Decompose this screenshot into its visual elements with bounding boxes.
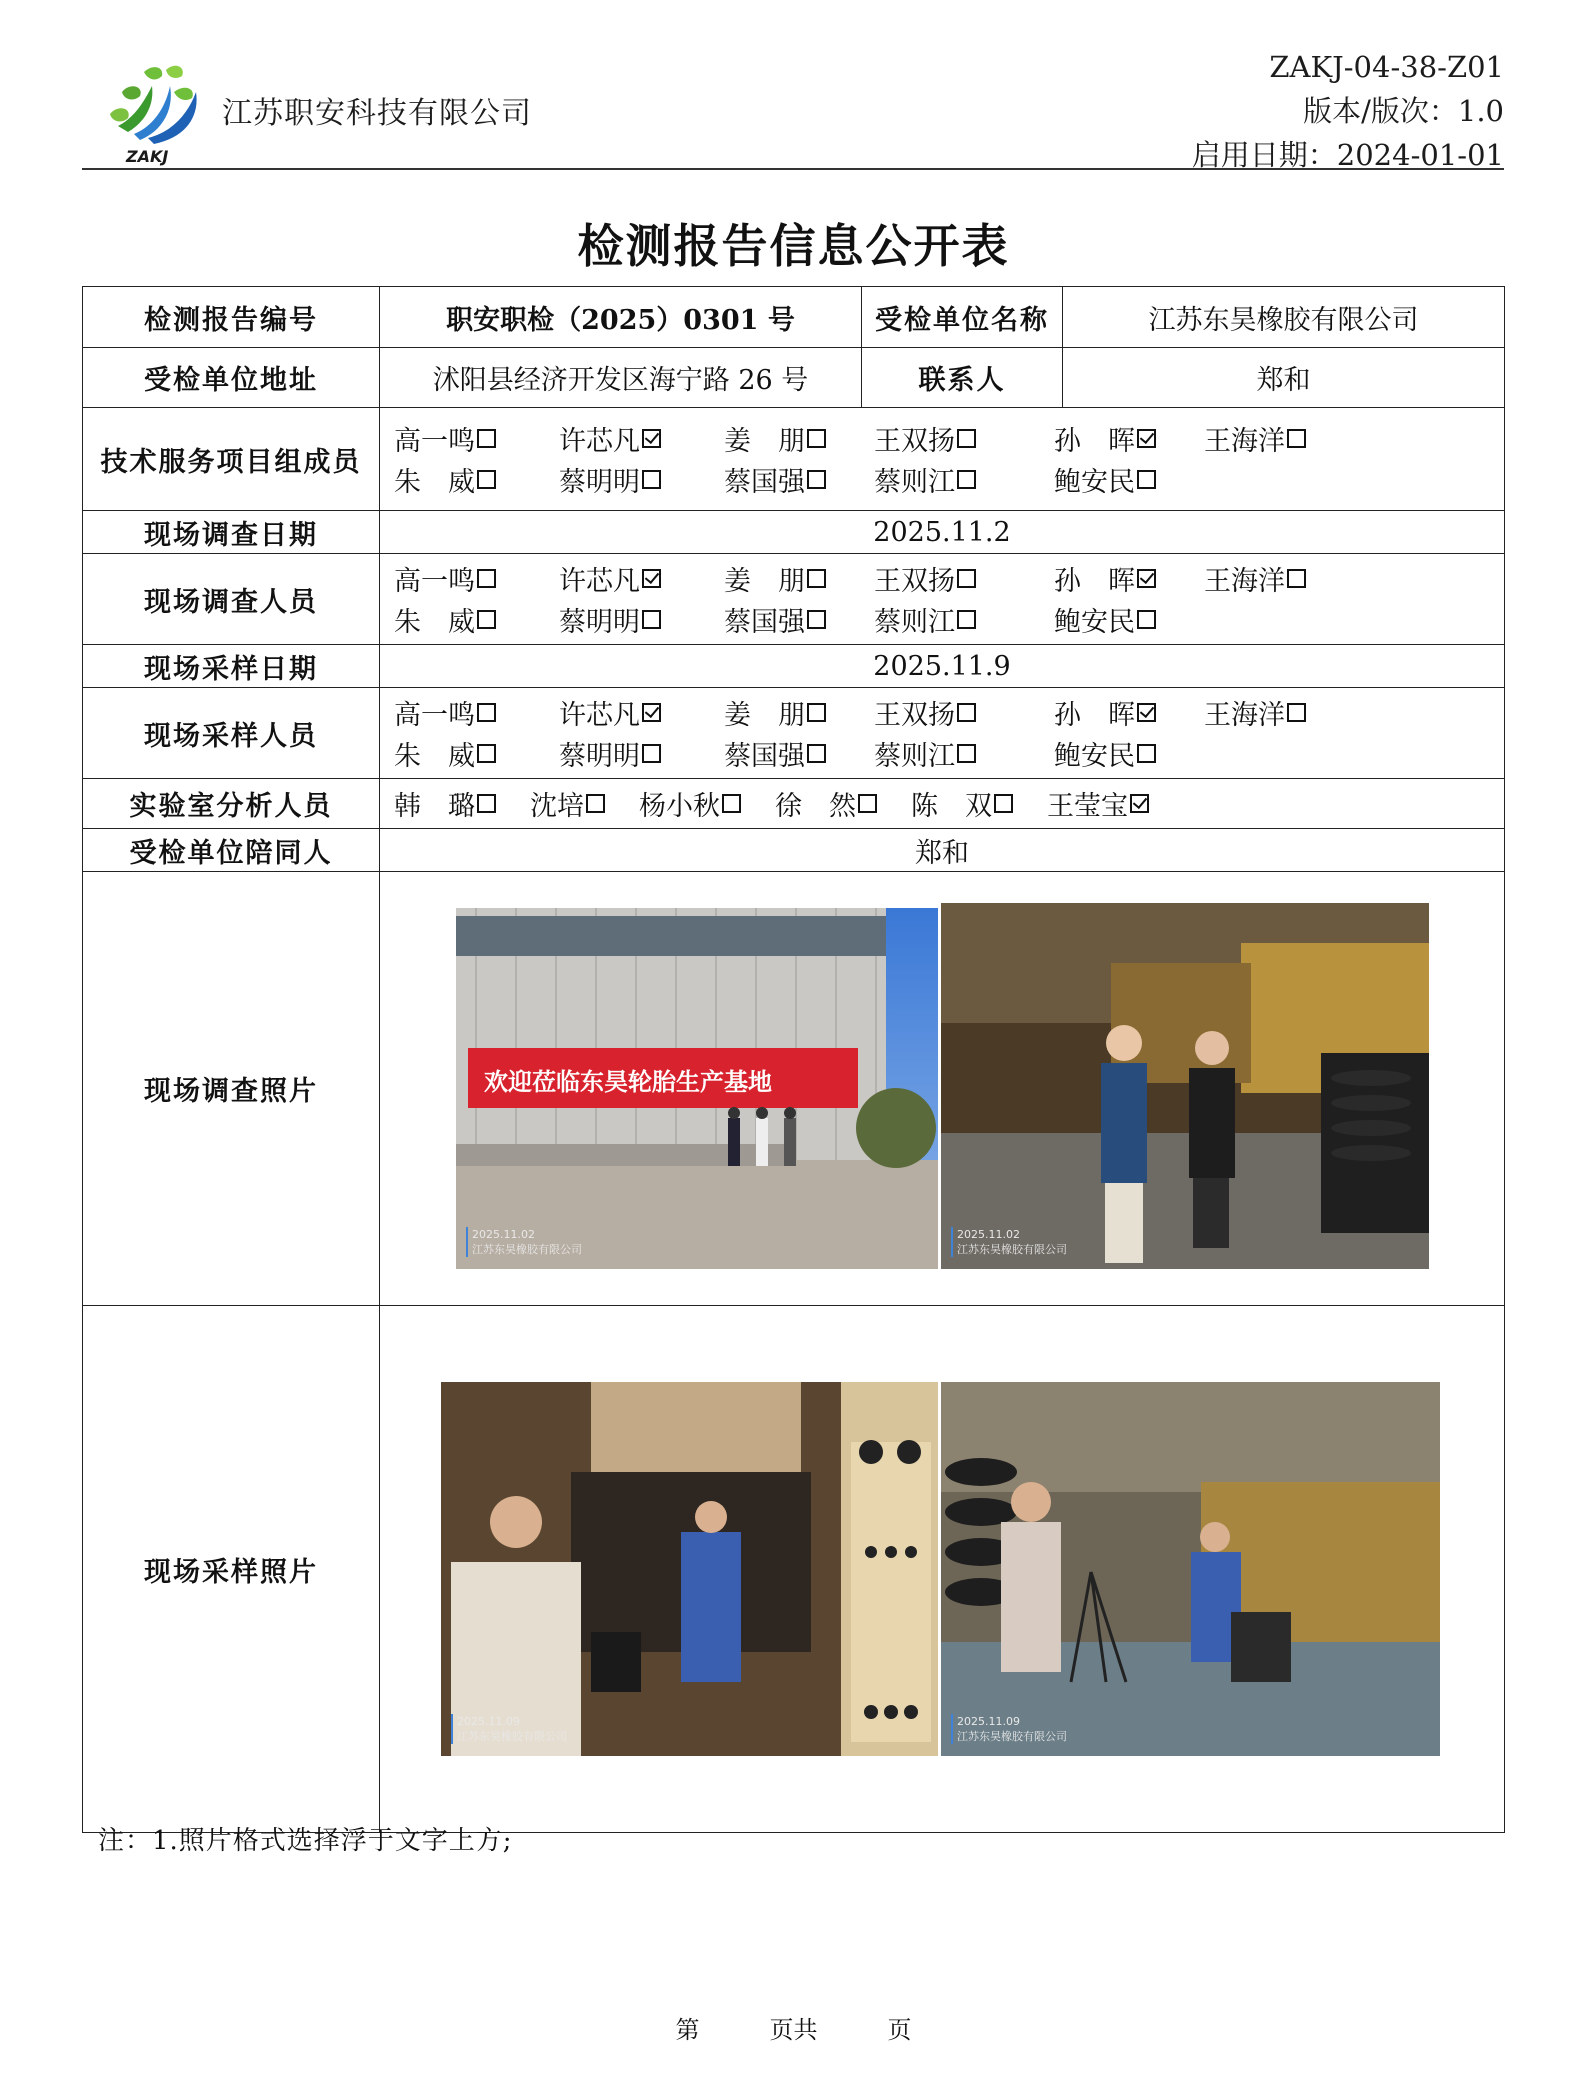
- checkbox-icon: [477, 569, 496, 588]
- checkbox-icon: [957, 569, 976, 588]
- checklist-row: [394, 733, 1504, 774]
- report-no-value: 职安职检（2025）0301 号: [380, 287, 862, 348]
- checkbox-icon: [1137, 744, 1156, 763]
- survey-photo-workshop: [941, 903, 1429, 1269]
- team-value: [380, 408, 1505, 511]
- checklist-row: [394, 599, 1504, 640]
- lab-staff-option: [911, 784, 1013, 823]
- staff-name: 蔡明明: [559, 607, 640, 638]
- staff-name: 许芯凡: [559, 700, 640, 731]
- contact-label: 联系人: [862, 348, 1063, 408]
- staff-name: 朱 威: [394, 467, 475, 498]
- checkbox-icon: [477, 470, 496, 489]
- table-row: [83, 688, 1505, 779]
- checkbox-icon: [477, 794, 496, 813]
- staff-name: 许芯凡: [559, 566, 640, 597]
- staff-option: [394, 559, 559, 598]
- report-table: [82, 286, 1505, 1833]
- client-name-value: 江苏东昊橡胶有限公司: [1063, 287, 1505, 348]
- staff-option: [559, 419, 724, 458]
- lab-staff-checklist: [380, 779, 1504, 828]
- checklist-row: [394, 459, 1504, 500]
- staff-option: [1054, 600, 1204, 639]
- escort-label: 受检单位陪同人: [83, 829, 380, 872]
- sampling-press-image: [441, 1382, 938, 1756]
- staff-option: [1204, 419, 1344, 458]
- staff-option: [1204, 693, 1344, 732]
- checkbox-icon: [957, 703, 976, 722]
- table-row: [83, 511, 1505, 554]
- staff-name: 王海洋: [1204, 566, 1285, 597]
- checkbox-icon: [642, 470, 661, 489]
- staff-option: [559, 559, 724, 598]
- staff-name: 王双扬: [874, 700, 955, 731]
- staff-option: [724, 460, 874, 499]
- lab-staff-option: [1047, 784, 1149, 823]
- team-label: 技术服务项目组成员: [83, 408, 380, 511]
- document-header: [82, 40, 1504, 170]
- checkbox-icon: [807, 703, 826, 722]
- checklist-row: [394, 558, 1504, 599]
- table-row: [83, 554, 1505, 645]
- workshop-image: [941, 903, 1429, 1269]
- sampling-date-label: 现场采样日期: [83, 645, 380, 688]
- checkbox-icon: [477, 429, 496, 448]
- footnote: 注：1.照片格式选择浮于文字上方;: [98, 1826, 513, 1856]
- header-divider: [82, 168, 1504, 170]
- staff-option: [394, 460, 559, 499]
- staff-option: [1054, 419, 1204, 458]
- checked-box-icon: [642, 429, 661, 448]
- table-row: [83, 829, 1505, 872]
- table-row: [83, 645, 1505, 688]
- checkbox-icon: [586, 794, 605, 813]
- checkbox-icon: [807, 429, 826, 448]
- staff-name: 孙 晖: [1054, 700, 1135, 731]
- sampling-staff-checklist: [380, 688, 1504, 778]
- checkbox-icon: [1137, 470, 1156, 489]
- survey-photos-label: 现场调查照片: [83, 872, 380, 1306]
- contact-value: 郑和: [1063, 348, 1505, 408]
- checkbox-icon: [807, 470, 826, 489]
- staff-option: [724, 734, 874, 773]
- staff-name: 蔡国强: [724, 607, 805, 638]
- survey-staff-label: 现场调查人员: [83, 554, 380, 645]
- checked-box-icon: [1137, 429, 1156, 448]
- client-address-label: 受检单位地址: [83, 348, 380, 408]
- staff-name: 徐 然: [775, 791, 856, 822]
- staff-option: [394, 693, 559, 732]
- staff-option: [1054, 734, 1204, 773]
- table-row: [83, 408, 1505, 511]
- staff-option: [1054, 559, 1204, 598]
- survey-staff-checklist: [380, 554, 1504, 644]
- staff-option: [874, 734, 1054, 773]
- doc-code: ZAKJ-04-38-Z01: [1269, 50, 1504, 84]
- staff-name: 鲍安民: [1054, 607, 1135, 638]
- staff-option: [394, 419, 559, 458]
- lab-staff-option: [530, 784, 605, 823]
- checked-box-icon: [1137, 569, 1156, 588]
- report-no-label: 检测报告编号: [83, 287, 380, 348]
- staff-option: [874, 460, 1054, 499]
- checked-box-icon: [1137, 703, 1156, 722]
- checkbox-icon: [994, 794, 1013, 813]
- staff-name: 姜 朋: [724, 426, 805, 457]
- table-row: [83, 779, 1505, 829]
- photo-timestamp: 2025.11.09 江苏东昊橡胶有限公司: [951, 1714, 1067, 1744]
- staff-name: 王海洋: [1204, 426, 1285, 457]
- staff-name: 高一鸣: [394, 566, 475, 597]
- staff-name: 王双扬: [874, 426, 955, 457]
- table-row: [83, 872, 1505, 1306]
- staff-name: 高一鸣: [394, 426, 475, 457]
- sampling-photo-aisle: [941, 1382, 1440, 1756]
- staff-option: [1054, 460, 1204, 499]
- team-checklist: [380, 414, 1504, 504]
- checkbox-icon: [858, 794, 877, 813]
- checkbox-icon: [807, 744, 826, 763]
- table-row: [83, 287, 1505, 348]
- staff-name: 高一鸣: [394, 700, 475, 731]
- staff-option: [394, 734, 559, 773]
- zakj-logo-icon: [104, 62, 214, 166]
- survey-photo-entrance: [456, 908, 938, 1269]
- client-address-value: 沭阳县经济开发区海宁路 26 号: [380, 348, 862, 408]
- staff-option: [559, 734, 724, 773]
- sampling-photo-press: [441, 1382, 938, 1756]
- staff-name: 蔡则江: [874, 607, 955, 638]
- staff-option: [1054, 693, 1204, 732]
- staff-name: 朱 威: [394, 741, 475, 772]
- table-row: [83, 1306, 1505, 1833]
- staff-option: [394, 600, 559, 639]
- staff-option: [559, 693, 724, 732]
- checkbox-icon: [807, 610, 826, 629]
- photo-timestamp: 2025.11.02 江苏东昊橡胶有限公司: [951, 1227, 1067, 1257]
- survey-date-value: 2025.11.2: [380, 511, 1505, 554]
- staff-name: 姜 朋: [724, 700, 805, 731]
- svg-text:ZAKJ: ZAKJ: [126, 147, 169, 166]
- escort-value: 郑和: [380, 829, 1505, 872]
- staff-name: 王双扬: [874, 566, 955, 597]
- staff-name: 鲍安民: [1054, 467, 1135, 498]
- staff-name: 陈 双: [911, 791, 992, 822]
- survey-staff-value: [380, 554, 1505, 645]
- document-meta: [1192, 45, 1504, 177]
- checkbox-icon: [477, 744, 496, 763]
- staff-option: [724, 419, 874, 458]
- staff-name: 姜 朋: [724, 566, 805, 597]
- staff-option: [874, 600, 1054, 639]
- welcome-banner-text: 欢迎莅临东昊轮胎生产基地: [484, 1068, 772, 1096]
- staff-name: 鲍安民: [1054, 741, 1135, 772]
- staff-name: 朱 威: [394, 607, 475, 638]
- checklist-row: [394, 783, 1504, 824]
- checklist-row: [394, 418, 1504, 459]
- staff-name: 孙 晖: [1054, 426, 1135, 457]
- checkbox-icon: [642, 744, 661, 763]
- sampling-date-value: 2025.11.9: [380, 645, 1505, 688]
- checked-box-icon: [1130, 794, 1149, 813]
- company-name: 江苏职安科技有限公司: [222, 96, 532, 131]
- staff-option: [724, 693, 874, 732]
- survey-photos-cell: [380, 872, 1505, 1306]
- checkbox-icon: [477, 610, 496, 629]
- checked-box-icon: [642, 569, 661, 588]
- lab-staff-option: [775, 784, 877, 823]
- lab-staff-value: [380, 779, 1505, 829]
- checkbox-icon: [1287, 703, 1306, 722]
- staff-name: 蔡则江: [874, 741, 955, 772]
- photo-timestamp: 2025.11.09 江苏东昊橡胶有限公司: [451, 1714, 567, 1744]
- staff-name: 杨小秋: [639, 791, 720, 822]
- checkbox-icon: [957, 470, 976, 489]
- sampling-aisle-image: [941, 1382, 1440, 1756]
- client-name-label: 受检单位名称: [862, 287, 1063, 348]
- checkbox-icon: [642, 610, 661, 629]
- sampling-staff-value: [380, 688, 1505, 779]
- table-row: [83, 348, 1505, 408]
- staff-name: 蔡国强: [724, 467, 805, 498]
- staff-name: 韩 璐: [394, 791, 475, 822]
- effective-date: 启用日期：2024-01-01: [1191, 138, 1504, 172]
- sampling-photos-label: 现场采样照片: [83, 1306, 380, 1833]
- staff-option: [559, 460, 724, 499]
- staff-name: 王海洋: [1204, 700, 1285, 731]
- photo-timestamp: 2025.11.02 江苏东昊橡胶有限公司: [466, 1227, 582, 1257]
- checkbox-icon: [1287, 569, 1306, 588]
- checkbox-icon: [957, 744, 976, 763]
- checkbox-icon: [1287, 429, 1306, 448]
- checklist-row: [394, 692, 1504, 733]
- sampling-photos-cell: [380, 1306, 1505, 1833]
- survey-date-label: 现场调查日期: [83, 511, 380, 554]
- checkbox-icon: [722, 794, 741, 813]
- checkbox-icon: [1137, 610, 1156, 629]
- staff-name: 蔡国强: [724, 741, 805, 772]
- checkbox-icon: [807, 569, 826, 588]
- doc-version: 版本/版次：1.0: [1303, 94, 1504, 128]
- checkbox-icon: [957, 429, 976, 448]
- staff-name: 蔡明明: [559, 741, 640, 772]
- lab-staff-label: 实验室分析人员: [83, 779, 380, 829]
- staff-name: 许芯凡: [559, 426, 640, 457]
- staff-option: [724, 600, 874, 639]
- staff-name: 蔡明明: [559, 467, 640, 498]
- staff-name: 王莹宝: [1047, 791, 1128, 822]
- sampling-staff-label: 现场采样人员: [83, 688, 380, 779]
- lab-staff-option: [639, 784, 741, 823]
- staff-option: [874, 693, 1054, 732]
- staff-name: 沈培: [530, 791, 584, 822]
- factory-entrance-image: [456, 908, 938, 1269]
- staff-option: [724, 559, 874, 598]
- page-title: 检测报告信息公开表: [577, 219, 1010, 273]
- staff-option: [874, 419, 1054, 458]
- staff-name: 蔡则江: [874, 467, 955, 498]
- page-footer: 第 页共 页: [675, 2016, 912, 2044]
- checkbox-icon: [477, 703, 496, 722]
- checked-box-icon: [642, 703, 661, 722]
- staff-name: 孙 晖: [1054, 566, 1135, 597]
- lab-staff-option: [394, 784, 496, 823]
- checkbox-icon: [957, 610, 976, 629]
- staff-option: [1204, 559, 1344, 598]
- staff-option: [874, 559, 1054, 598]
- staff-option: [559, 600, 724, 639]
